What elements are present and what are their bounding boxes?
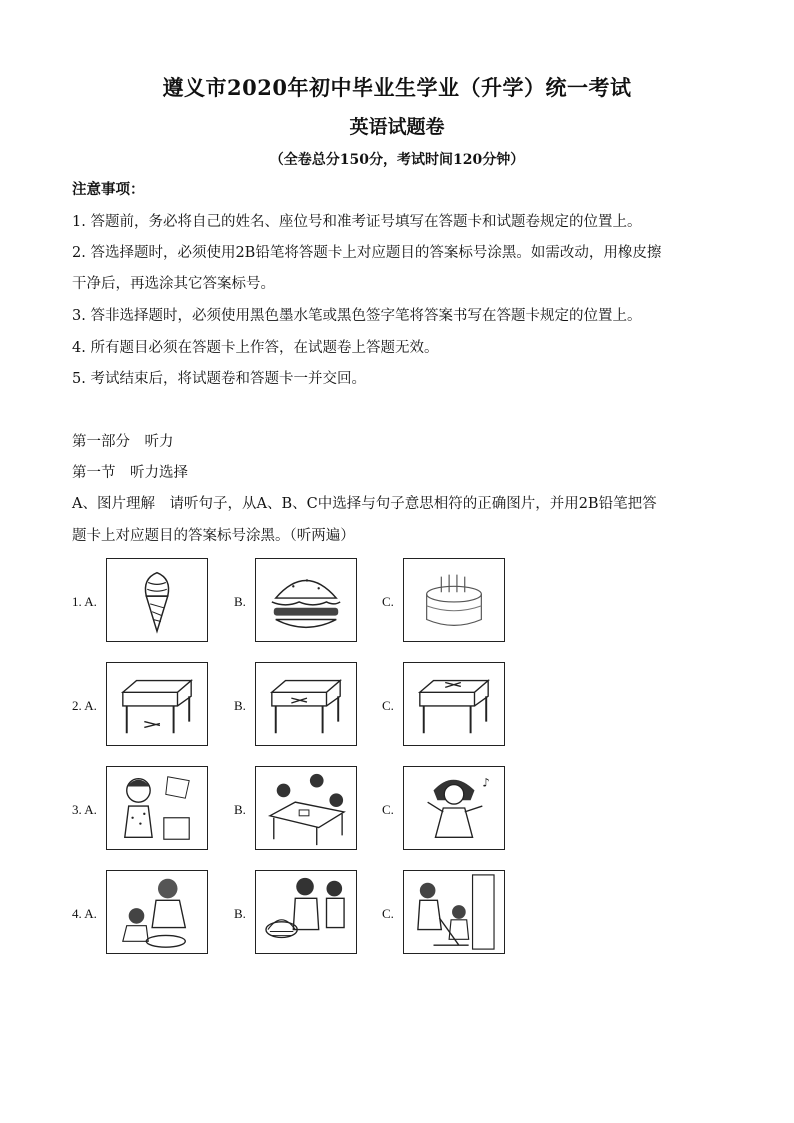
exam-title: 遵义市2020年初中毕业生学业（升学）统一考试	[162, 75, 632, 100]
q4-label-c: C.	[382, 906, 394, 921]
section-heading: 第一节 听力选择	[72, 465, 188, 481]
instructions-line-1: A、图片理解 请听句子，从A、B、C中选择与句子意思相符的正确图片，并用2B铅笔把答	[72, 496, 657, 512]
note-item-1: 1. 答题前，务必将自己的姓名、座位号和准考证号填写在答题卡和试题卷规定的位置上。	[72, 214, 642, 230]
scissors-on-table-icon[interactable]	[403, 662, 505, 746]
girl-with-boxes-icon[interactable]	[106, 766, 208, 850]
scissors-under-table-icon[interactable]	[106, 662, 208, 746]
svg-text:♪: ♪	[482, 775, 490, 790]
q3-label-b: B.	[234, 802, 246, 817]
hamburger-icon[interactable]	[255, 558, 357, 642]
q4-label-b: B.	[234, 906, 246, 921]
note-item-4: 4. 所有题目必须在答题卡上作答，在试题卷上答题无效。	[72, 340, 439, 356]
q1-label-a: 1. A.	[72, 594, 97, 609]
girl-singing-icon[interactable]	[403, 766, 505, 850]
q4-label-a: 4. A.	[72, 906, 97, 921]
birthday-cake-icon[interactable]	[403, 558, 505, 642]
children-at-table-icon[interactable]	[255, 766, 357, 850]
carrying-basket-icon[interactable]	[255, 870, 357, 954]
cleaning-room-icon[interactable]	[403, 870, 505, 954]
q3-label-c: C.	[382, 802, 394, 817]
note-item-2: 2. 答选择题时，必须使用2B铅笔将答题卡上对应题目的答案标号涂黑。如需改动，用橡皮擦	[72, 245, 662, 261]
note-item-3: 3. 答非选择题时，必须使用黑色墨水笔或黑色签字笔将答案书写在答题卡规定的位置上。	[72, 308, 642, 324]
washing-feet-icon[interactable]	[106, 870, 208, 954]
instructions-line-2: 题卡上对应题目的答案标号涂黑。（听两遍）	[72, 528, 355, 544]
q2-label-a: 2. A.	[72, 698, 97, 713]
q1-label-b: B.	[234, 594, 246, 609]
part-heading: 第一部分 听力	[72, 434, 174, 450]
q1-label-c: C.	[382, 594, 394, 609]
exam-subtitle: 英语试题卷	[349, 116, 445, 138]
q2-label-b: B.	[234, 698, 246, 713]
q2-label-c: C.	[382, 698, 394, 713]
q3-label-a: 3. A.	[72, 802, 97, 817]
ice-cream-icon[interactable]	[106, 558, 208, 642]
note-item-5: 5. 考试结束后，将试题卷和答题卡一并交回。	[72, 371, 366, 387]
note-item-2-cont: 干净后，再选涂其它答案标号。	[72, 276, 275, 292]
scissors-in-table-icon[interactable]	[255, 662, 357, 746]
exam-info: （全卷总分150分，考试时间120分钟）	[269, 152, 525, 168]
notes-heading: 注意事项：	[72, 181, 145, 198]
